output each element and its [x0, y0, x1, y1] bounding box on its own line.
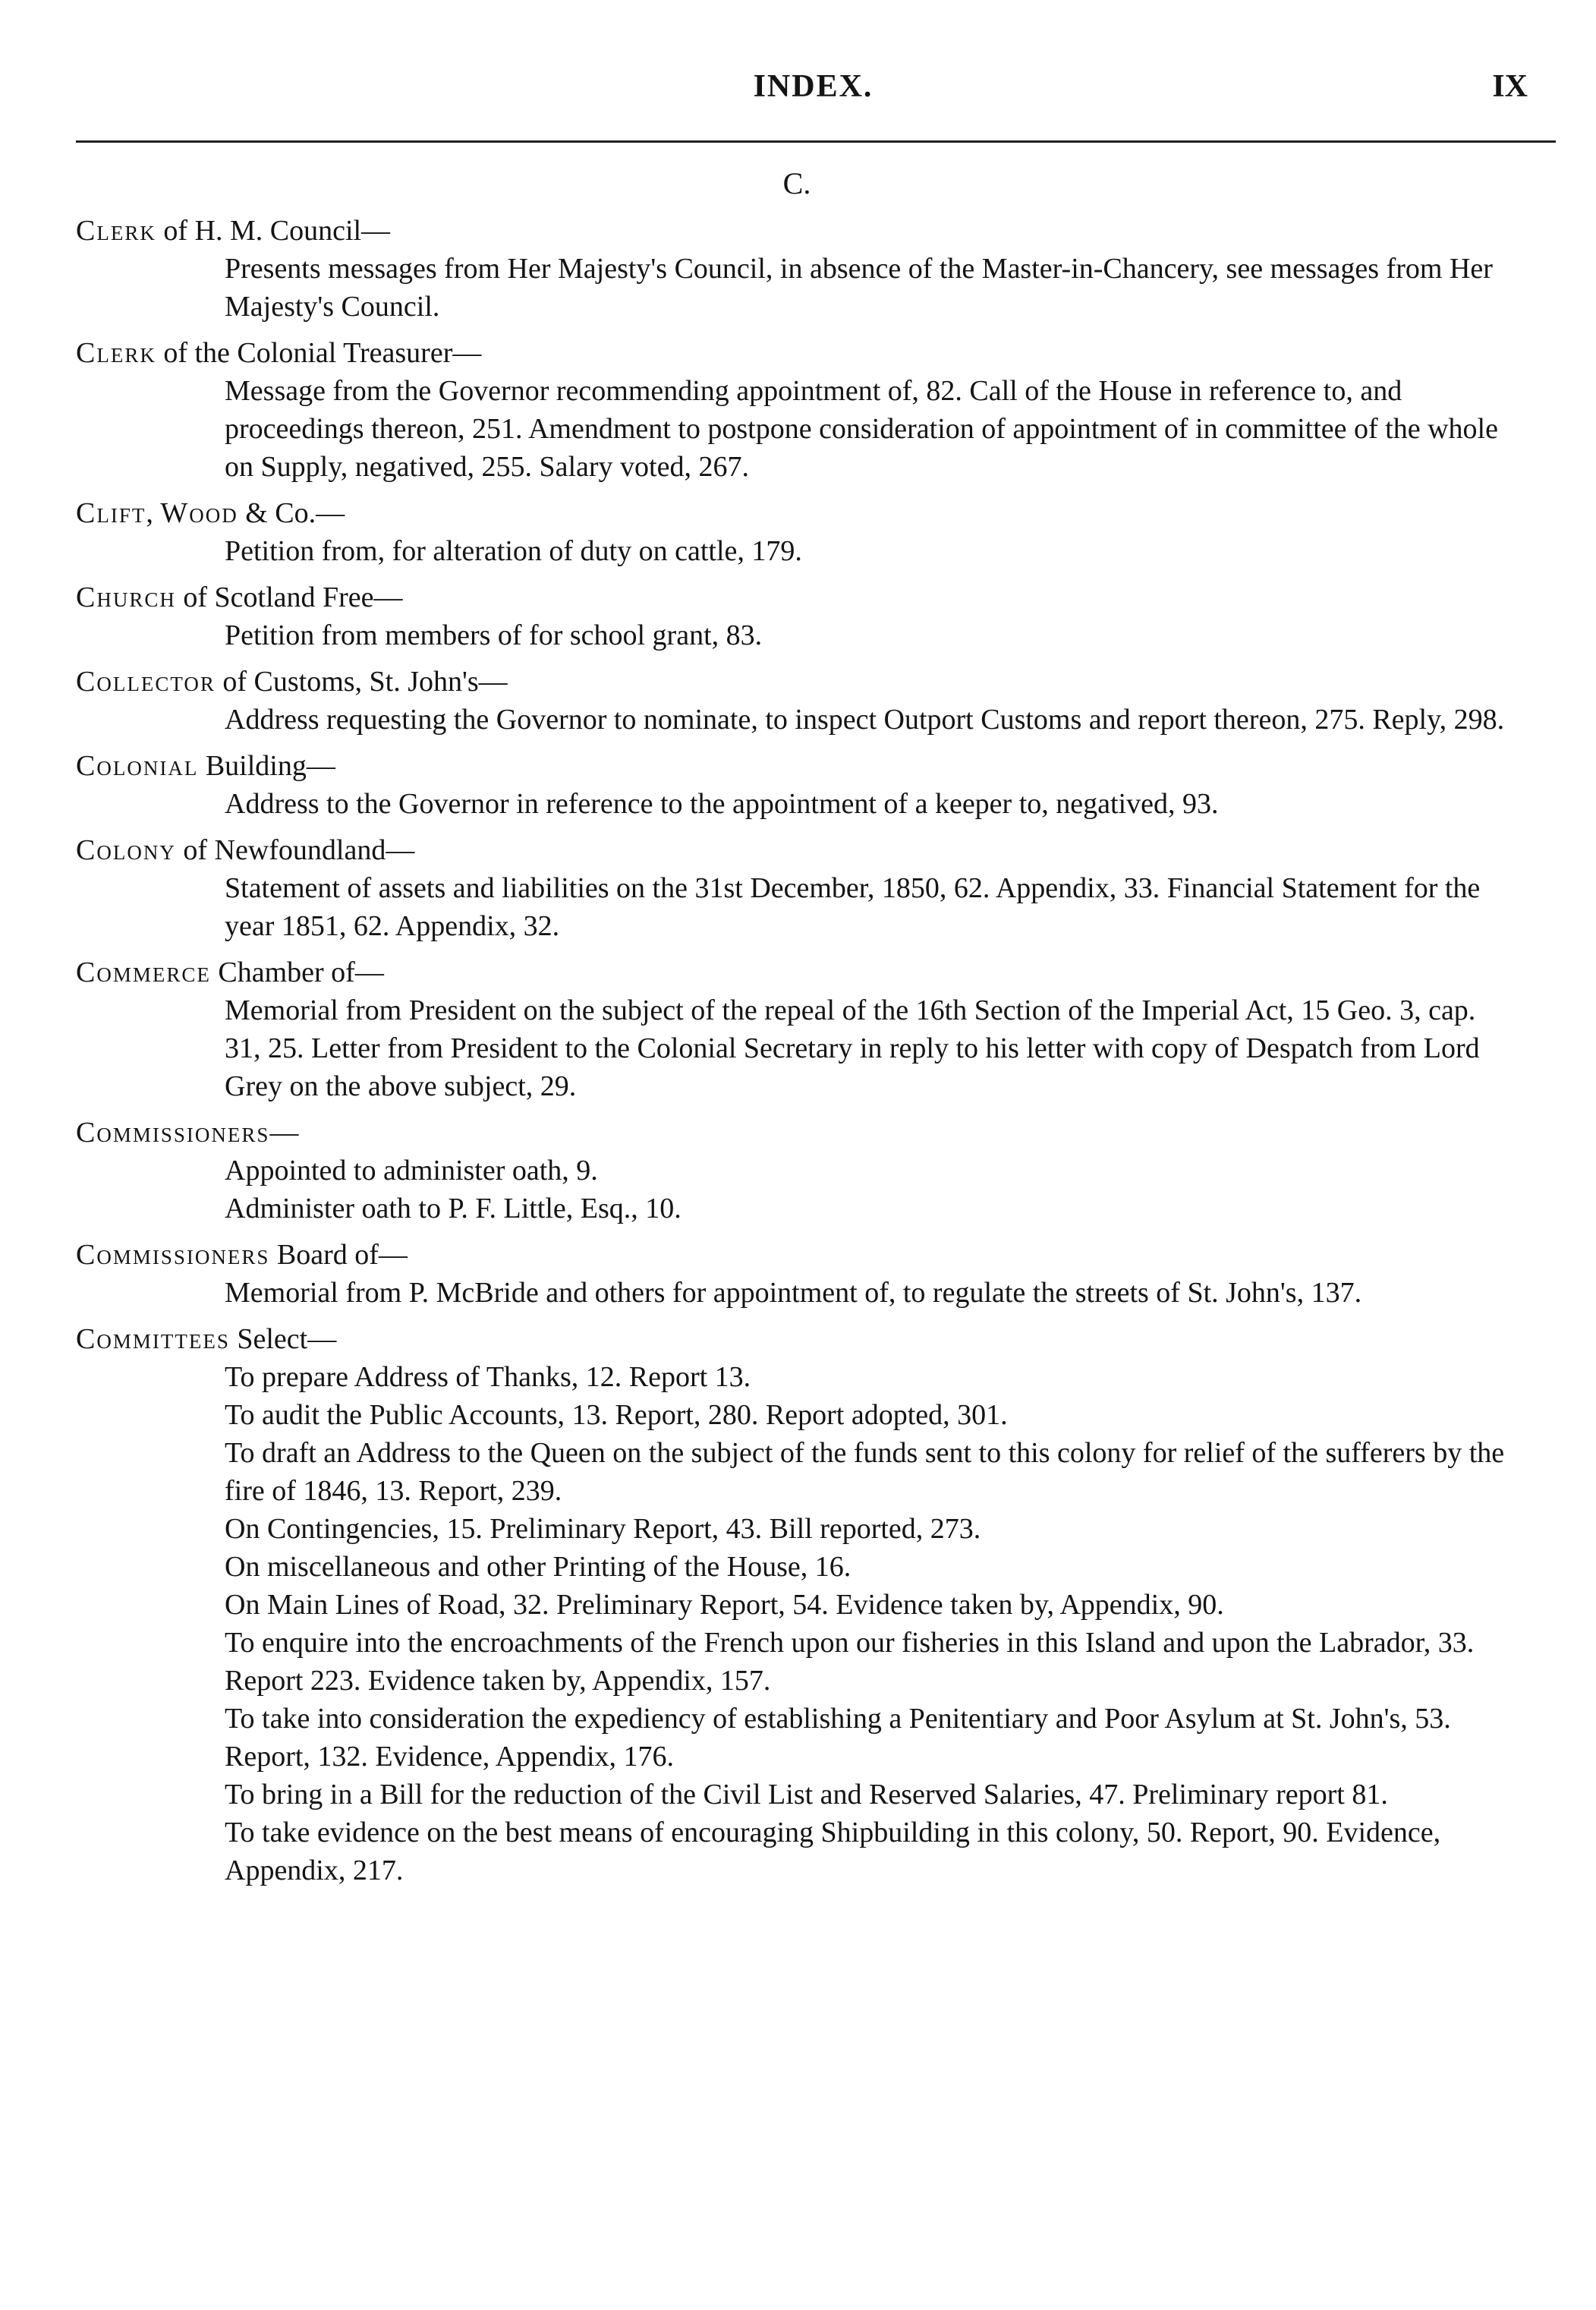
entry-line: Address requesting the Governor to nominate, to inspect Outport Customs and report thereon, 275. Reply, 298. — [225, 704, 1505, 736]
entry-heading: Colony of Newfoundland— — [76, 834, 415, 866]
entry-body — [225, 616, 1518, 654]
entry-line: Petition from, for alteration of duty on cattle, 179. — [225, 535, 802, 567]
entry-line: Appointed to administer oath, 9. — [225, 1155, 598, 1187]
entry-line: Administer oath to P. F. Little, Esq., 10. — [225, 1193, 682, 1224]
entry-heading: Collector of Customs, St. John's— — [76, 666, 508, 698]
entry-line: To take into consideration the expediency of establishing a Penitentiary and Poor Asylum at St. John's, 53. Report, 132. Evidence, Appendix, 176. — [225, 1703, 1451, 1773]
running-title: INDEX. — [753, 69, 874, 104]
entry-line: Address to the Governor in reference to the appointment of a keeper to, negatived, 93. — [225, 788, 1219, 820]
entry-line: To draft an Address to the Queen on the subject of the funds sent to this colony for relief of the sufferers by the fire of 1846, 13. Report, 239. — [225, 1437, 1505, 1507]
entry-line: To take evidence on the best means of encouraging Shipbuilding in this colony, 50. Report, 90. Evidence, Appendix, 217. — [225, 1817, 1441, 1886]
entry-body — [225, 372, 1518, 486]
entry-line: Statement of assets and liabilities on the 31st December, 1850, 62. Appendix, 33. Financial Statement for the year 1851, 62. Appendix, 32. — [225, 872, 1481, 942]
index-entry-clift-wood — [76, 494, 1518, 570]
entry-line: Presents messages from Her Majesty's Council, in absence of the Master-in-Chancery, see messages from Her Majesty's Council. — [225, 253, 1493, 323]
entry-body — [225, 1274, 1518, 1312]
entry-body — [225, 1152, 1518, 1227]
entry-heading: Clerk of the Colonial Treasurer— — [76, 337, 482, 369]
entry-body — [225, 785, 1518, 823]
entry-line: On miscellaneous and other Printing of the House, 16. — [225, 1551, 852, 1583]
index-entry-committees-select — [76, 1320, 1518, 1889]
entry-line: To bring in a Bill for the reduction of the Civil List and Reserved Salaries, 47. Preliminary report 81. — [225, 1779, 1388, 1810]
page-header — [76, 68, 1550, 114]
entry-heading: Commerce Chamber of— — [76, 956, 384, 988]
entry-line: Petition from members of for school grant, 83. — [225, 619, 763, 651]
entry-heading: Commissioners— — [76, 1117, 299, 1149]
entry-body — [225, 701, 1518, 739]
entry-heading: Church of Scotland Free— — [76, 581, 403, 613]
header-rule — [76, 140, 1556, 143]
entry-line: On Main Lines of Road, 32. Preliminary Report, 54. Evidence taken by, Appendix, 90. — [225, 1589, 1224, 1621]
index-entry-commerce — [76, 953, 1518, 1105]
index-entry-commissioners — [76, 1114, 1518, 1227]
index-body — [76, 165, 1518, 1898]
entry-line: Message from the Governor recommending appointment of, 82. Call of the House in reference to, and proceedings thereon, 251. Amendment to postpone consideration of appointment of in committee of the whole on Supply, negatived, 255. Salary voted, 267. — [225, 375, 1498, 483]
index-entry-colony — [76, 831, 1518, 945]
entry-body — [225, 1358, 1518, 1889]
index-entry-clerk-treasurer — [76, 334, 1518, 486]
section-letter: C. — [782, 166, 811, 200]
entry-heading: Colonial Building— — [76, 750, 335, 782]
entry-body — [225, 869, 1518, 945]
entry-line: To enquire into the encroachments of the French upon our fisheries in this Island and upon the Labrador, 33. Report 223. Evidence taken by, Appendix, 157. — [225, 1627, 1475, 1697]
index-entry-church — [76, 578, 1518, 654]
entry-heading: Clerk of H. M. Council— — [76, 215, 391, 247]
entry-line: Memorial from P. McBride and others for appointment of, to regulate the streets of St. John's, 137. — [225, 1277, 1362, 1309]
entry-body — [225, 250, 1518, 326]
index-entry-commissioners-board — [76, 1236, 1518, 1312]
entry-line: On Contingencies, 15. Preliminary Report, 43. Bill reported, 273. — [225, 1513, 981, 1545]
entry-heading: Clift, Wood & Co.— — [76, 497, 345, 529]
entry-line: To audit the Public Accounts, 13. Report, 280. Report adopted, 301. — [225, 1399, 1008, 1431]
entry-line: Memorial from President on the subject of the repeal of the 16th Section of the Imperial Act, 15 Geo. 3, cap. 31, 25. Letter from President to the Colonial Secretary in reply to his letter with copy of Despatch from Lord Grey on the above subject, 29. — [225, 994, 1480, 1102]
entry-body — [225, 991, 1518, 1105]
index-entry-colonial-building — [76, 747, 1518, 823]
entry-heading: Committees Select— — [76, 1323, 337, 1355]
index-entry-clerk-council — [76, 212, 1518, 326]
entry-line: To prepare Address of Thanks, 12. Report 13. — [225, 1361, 751, 1393]
page-number: IX — [1492, 69, 1528, 104]
entry-body — [225, 532, 1518, 570]
entry-heading: Commissioners Board of— — [76, 1239, 408, 1271]
index-entry-collector — [76, 663, 1518, 739]
